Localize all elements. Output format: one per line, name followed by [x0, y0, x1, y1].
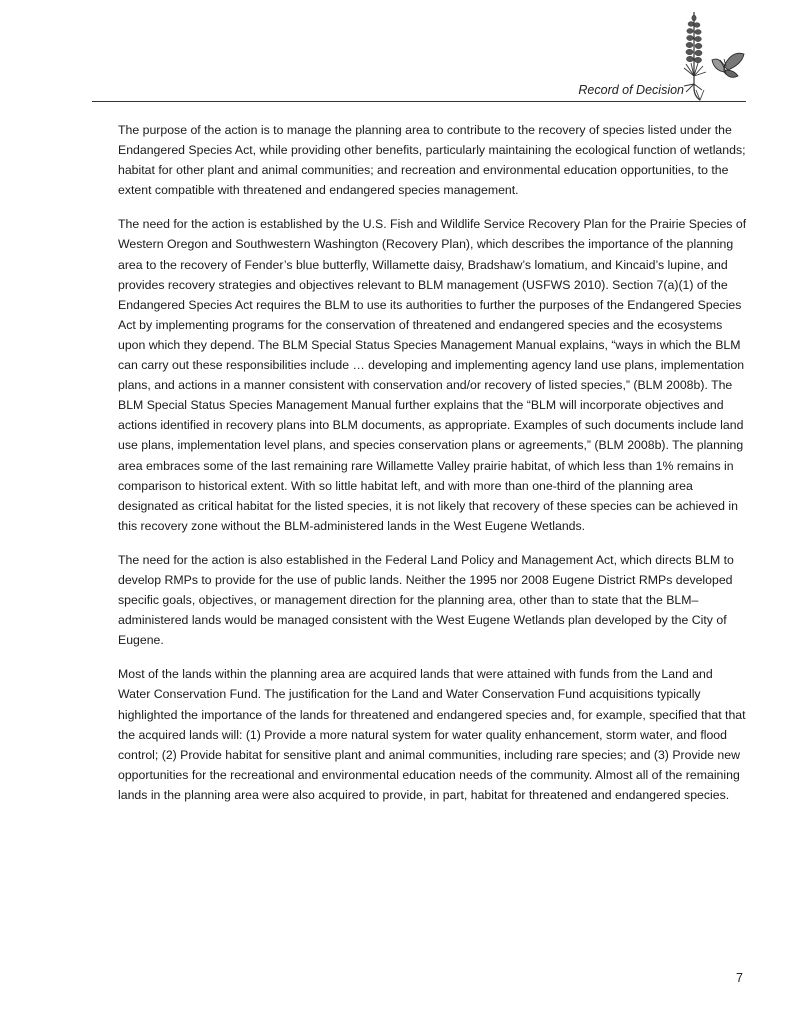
- paragraph-need-flpma: The need for the action is also established in the Federal Land Policy and Management Act, which directs BLM to develop RMPs to provide for the use of public lands. Neither the 1995 nor 2008 Eugene District RMPs developed specific goals, objectives, or management direction for the planning area, other than to state that the BLM–administered lands would be managed consistent with the West Eugene Wetlands plan developed by the City of Eugene.: [118, 552, 734, 648]
- paragraph-acquired-lands: Most of the lands within the planning area are acquired lands that were attained with funds from the Land and Water Conservation Fund. The justification for the Land and Water Conservation Fund acquisitions typically highlighted the importance of the lands for threatened and endangered species and, for example, specified that that the acquired lands will: (1) Provide a more natural system for water quality enhancement, storm water, and flood control; (2) Provide habitat for sensitive plant and animal communities, including rare species; and (3) Provide new opportunities for the recreational and environmental education needs of the community. Almost all of the remaining lands in the planning area were also acquired to provide, in part, habitat for threatened and endangered species.: [118, 667, 746, 802]
- header-divider: [92, 101, 746, 102]
- running-header-title: Record of Decision: [578, 83, 684, 97]
- page-number: 7: [736, 971, 743, 985]
- paragraph-purpose: The purpose of the action is to manage the planning area to contribute to the recovery of species listed under the Endangered Species Act, while providing other benefits, particularly maintaining the ecological function of wetlands; habitat for other plant and animal communities; and recreation and environmental education opportunities, to the extent compatible with threatened and endangered species management.: [118, 123, 746, 198]
- lupine-butterfly-icon: [680, 10, 750, 102]
- paragraph-need-recovery-plan: The need for the action is established by the U.S. Fish and Wildlife Service Recovery Plan for the Prairie Species of Western Oregon and Southwestern Washington (Recovery Plan), which describes the importance of the planning area to the recovery of Fender’s blue butterfly, Willamette daisy, Bradshaw’s lomatium, and Kincaid’s lupine, and provides recovery strategies and objectives relevant to BLM management (USFWS 2010). Section 7(a)(1) of the Endangered Species Act requires the BLM to use its authorities to further the purposes of the Endangered Species Act by implementing programs for the conservation of threatened and endangered species and the ecosystems upon which they depend. The BLM Special Status Species Management Manual explains, “ways in which the BLM can carry out these responsibilities include … developing and implementing agency land use plans, implementation plans, and actions in a manner consistent with conservation and/or recovery of listed species,” (BLM 2008b). The BLM Special Status Species Management Manual further explains that the “BLM will incorporate objectives and actions identified in recovery plans into BLM documents, as appropriate. Examples of such documents include land use plans, implementation level plans, and species conservation plans or agreements,” (BLM 2008b). The planning area embraces some of the last remaining rare Willamette Valley prairie habitat, of which less than 1% remains in comparison to historical extent. With so little habitat left, and with more than one-third of the planning area designated as critical habitat for the listed species, it is not likely that recovery of these species can be achieved in this recovery zone without the BLM-administered lands in the West Eugene Wetlands.: [118, 217, 747, 533]
- document-body: [118, 120, 748, 819]
